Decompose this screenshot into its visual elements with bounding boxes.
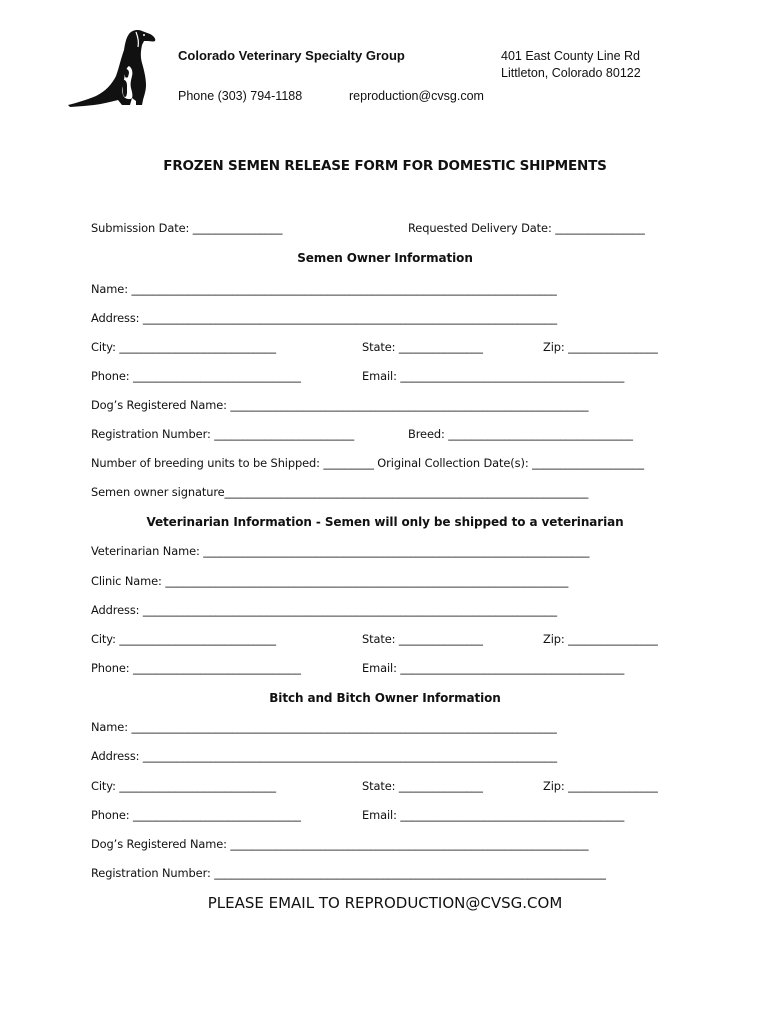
owner-name-field[interactable]: Name: ____________________________________________________________________________ — [91, 282, 557, 296]
semen-owner-heading: Semen Owner Information — [297, 251, 473, 265]
bitch-owner-heading: Bitch and Bitch Owner Information — [269, 691, 501, 705]
bitch-owner-phone-field[interactable]: Phone: ______________________________ — [91, 808, 301, 822]
bitch-owner-zip-field[interactable]: Zip: ________________ — [543, 779, 658, 793]
semen-owner-signature-field[interactable]: Semen owner signature_________________________________________________________________ — [91, 485, 589, 499]
bitch-owner-email-field[interactable]: Email: ________________________________________ — [362, 808, 625, 822]
owner-state-field[interactable]: State: _______________ — [362, 340, 483, 354]
bitch-registration-number-field[interactable]: Registration Number: ______________________________________________________________________ — [91, 866, 606, 880]
org-phone: Phone (303) 794-1188 — [178, 89, 303, 103]
owner-city-field[interactable]: City: ____________________________ — [91, 340, 277, 354]
owner-zip-field[interactable]: Zip: ________________ — [543, 340, 658, 354]
requested-delivery-date-field[interactable]: Requested Delivery Date: ________________ — [408, 221, 645, 235]
dog-registered-name-field[interactable]: Dog’s Registered Name: ________________________________________________________________ — [91, 398, 589, 412]
bitch-owner-state-field[interactable]: State: _______________ — [362, 779, 483, 793]
bitch-registered-name-field[interactable]: Dog’s Registered Name: ________________________________________________________________ — [91, 837, 589, 851]
breeding-units-field[interactable]: Number of breeding units to be Shipped: _________ Original Collection Date(s): ____________________ — [91, 456, 644, 470]
org-email: reproduction@cvsg.com — [349, 89, 484, 103]
vet-address-field[interactable]: Address: __________________________________________________________________________ — [91, 603, 557, 617]
vet-name-field[interactable]: Veterinarian Name: _____________________________________________________________________ — [91, 544, 590, 558]
vet-zip-field[interactable]: Zip: ________________ — [543, 632, 658, 646]
owner-address-field[interactable]: Address: __________________________________________________________________________ — [91, 311, 557, 325]
registration-number-field[interactable]: Registration Number: _________________________ — [91, 427, 355, 441]
bitch-owner-city-field[interactable]: City: ____________________________ — [91, 779, 277, 793]
submission-date-field[interactable]: Submission Date: ________________ — [91, 221, 283, 235]
org-name: Colorado Veterinary Specialty Group — [178, 48, 405, 63]
bitch-owner-name-field[interactable]: Name: ____________________________________________________________________________ — [91, 720, 557, 734]
form-title: FROZEN SEMEN RELEASE FORM FOR DOMESTIC SHIPMENTS — [163, 158, 607, 174]
org-address-line1: 401 East County Line Rd — [501, 49, 640, 63]
bitch-owner-address-field[interactable]: Address: __________________________________________________________________________ — [91, 749, 557, 763]
email-instruction: PLEASE EMAIL TO REPRODUCTION@CVSG.COM — [207, 894, 563, 912]
vet-email-field[interactable]: Email: ________________________________________ — [362, 661, 625, 675]
org-address-line2: Littleton, Colorado 80122 — [501, 66, 641, 80]
owner-email-field[interactable]: Email: ________________________________________ — [362, 369, 625, 383]
vet-city-field[interactable]: City: ____________________________ — [91, 632, 277, 646]
veterinarian-heading: Veterinarian Information - Semen will only be shipped to a veterinarian — [146, 515, 624, 529]
breed-field[interactable]: Breed: _________________________________ — [408, 427, 633, 441]
owner-phone-field[interactable]: Phone: ______________________________ — [91, 369, 301, 383]
vet-state-field[interactable]: State: _______________ — [362, 632, 483, 646]
vet-phone-field[interactable]: Phone: ______________________________ — [91, 661, 301, 675]
clinic-name-field[interactable]: Clinic Name: ________________________________________________________________________ — [91, 574, 569, 588]
dog-logo-icon — [66, 28, 158, 110]
